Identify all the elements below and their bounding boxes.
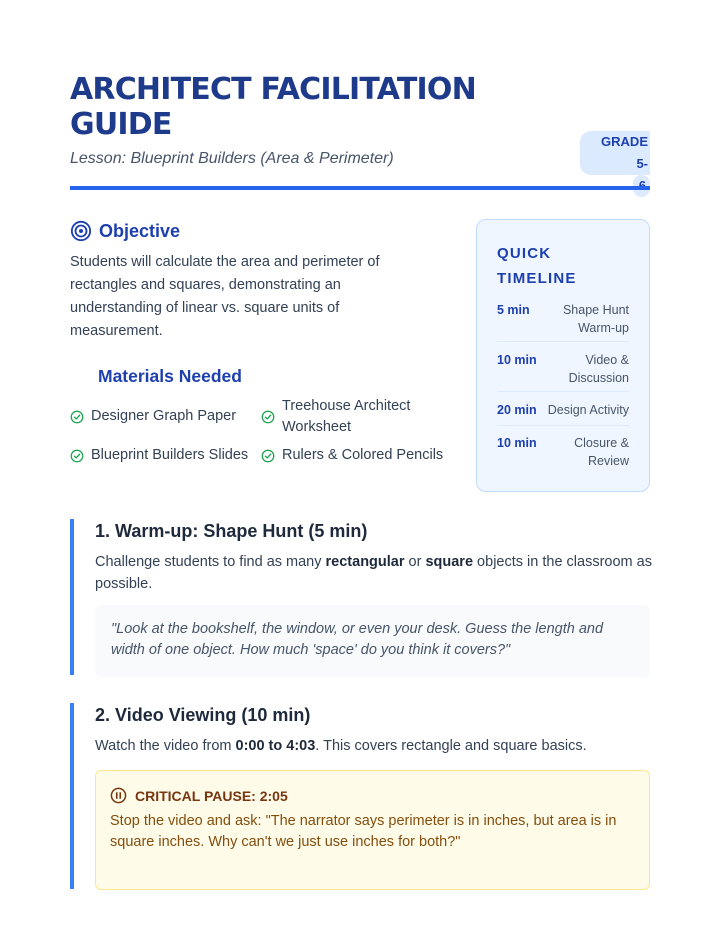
check-circle-icon [70, 449, 84, 463]
timeline-duration: 10 min [497, 353, 537, 367]
material-item [261, 396, 441, 438]
timeline-activity: Design Activity [547, 403, 629, 417]
check-circle-icon [261, 410, 275, 424]
warmup-section [70, 519, 650, 675]
critical-pause-text: Stop the video and ask: "The narrator says perimeter is in inches, but area is in square inches. Why can't we just use inches for both?" [110, 813, 617, 850]
timeline-duration: 10 min [497, 436, 537, 450]
timeline-duration: 5 min [497, 303, 530, 317]
header-divider [70, 186, 650, 190]
material-label: Treehouse Architect Worksheet [282, 398, 411, 435]
material-item [70, 445, 248, 466]
material-item [261, 445, 443, 466]
materials-heading: Materials Needed [98, 366, 242, 386]
pause-circle-icon [110, 787, 127, 804]
page-title: ARCHITECT FACILITATION GUIDE [70, 72, 476, 142]
material-label: Designer Graph Paper [91, 408, 237, 424]
timeline-activity: Shape Hunt Warm-up [562, 303, 629, 335]
timeline-duration: 20 min [497, 403, 537, 417]
timeline-divider [497, 341, 629, 342]
section-text: Challenge students to find as many rectangular or square objects in the classroom as possible. [95, 554, 652, 592]
teacher-prompt-quote: "Look at the bookshelf, the window, or even your desk. Guess the length and width of one object. How much 'space' do you think it covers?" [95, 605, 650, 677]
objective-heading [70, 220, 180, 242]
grade-badge-line1: GRADE 5- [580, 131, 650, 175]
check-circle-icon [261, 449, 275, 463]
timeline-divider [497, 391, 629, 392]
lesson-subtitle: Lesson: Blueprint Builders (Area & Perimeter) [70, 150, 394, 167]
section-text: Watch the video from 0:00 to 4:03. This covers rectangle and square basics. [95, 738, 587, 754]
material-item [70, 406, 236, 427]
objective-text: Students will calculate the area and perimeter of rectangles and squares, demonstrating an understanding of linear vs. square units of measurement. [70, 254, 380, 339]
target-icon [70, 220, 92, 242]
timeline-divider [497, 425, 629, 426]
timeline-heading: QUICK TIMELINE [497, 245, 577, 287]
material-label: Blueprint Builders Slides [91, 447, 249, 463]
material-label: Rulers & Colored Pencils [282, 447, 444, 463]
timeline-activity: Closure & Review [574, 436, 629, 468]
quick-timeline-card [476, 219, 650, 492]
critical-pause-box [95, 770, 650, 890]
critical-pause-label: CRITICAL PAUSE: 2:05 [135, 787, 288, 804]
critical-pause-heading [110, 787, 288, 804]
section-title: 2. Video Viewing (10 min) [95, 705, 311, 725]
objective-label: Objective [99, 220, 181, 241]
section-title: 1. Warm-up: Shape Hunt (5 min) [95, 521, 368, 541]
timeline-activity: Video & Discussion [568, 353, 629, 385]
video-section [70, 703, 650, 889]
check-circle-icon [70, 410, 84, 424]
